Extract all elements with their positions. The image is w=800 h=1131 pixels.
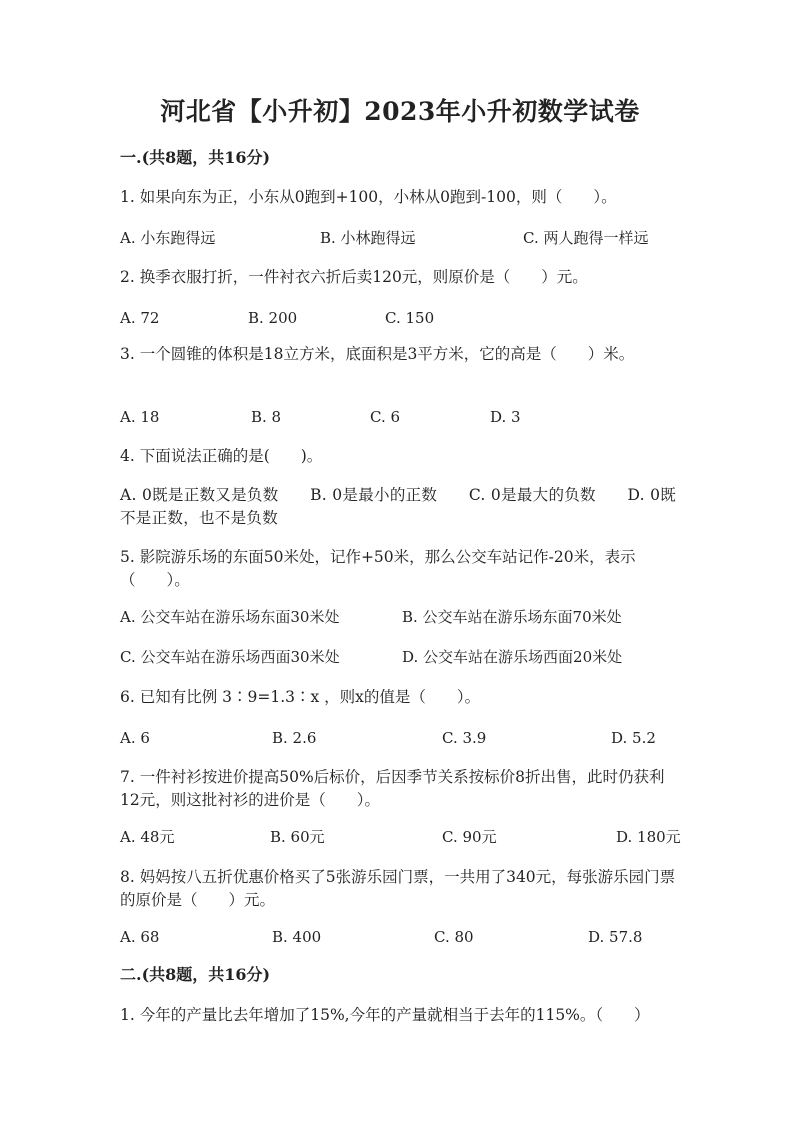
question-2-options — [120, 306, 680, 330]
option-a: A. 72 — [120, 309, 160, 327]
option-b: B. 2.6 — [272, 729, 317, 747]
question-5-options-row-2 — [120, 645, 680, 669]
option-b: B. 公交车站在游乐场东面70米处 — [402, 608, 622, 626]
question-4: 4. 下面说法正确的是( )。 — [120, 447, 323, 465]
question-6-options — [120, 726, 680, 750]
question-3-options — [120, 405, 680, 429]
option-a: A. 6 — [120, 729, 150, 747]
option-b: B. 60元 — [270, 828, 325, 846]
option-d: D. 5.2 — [611, 729, 656, 747]
option-c: C. 150 — [385, 309, 435, 327]
question-4-options: A. 0既是正数又是负数 B. 0是最小的正数 C. 0是最大的负数 D. 0既不是正数，也不是负数 — [120, 486, 677, 527]
option-b: B. 400 — [272, 928, 322, 946]
option-a: A. 18 — [120, 408, 160, 426]
question-3: 3. 一个圆锥的体积是18立方米，底面积是3平方米，它的高是（ ）米。 — [120, 345, 635, 363]
option-b: B. 小林跑得远 — [320, 229, 416, 247]
question-2-1: 1. 今年的产量比去年增加了15%,今年的产量就相当于去年的115%。（ ） — [120, 1006, 650, 1024]
option-b: B. 8 — [251, 408, 282, 426]
question-8-options — [120, 925, 680, 949]
question-2: 2. 换季衣服打折，一件衬衣六折后卖120元，则原价是（ ）元。 — [120, 268, 588, 286]
question-6: 6. 已知有比例 3∶9=1.3∶x ，则x的值是（ ）。 — [120, 688, 481, 706]
option-c: C. 公交车站在游乐场西面30米处 — [120, 648, 340, 666]
option-d: D. 180元 — [616, 828, 681, 846]
question-1: 1. 如果向东为正，小东从0跑到+100，小林从0跑到-100，则（ ）。 — [120, 188, 617, 206]
option-d: D. 57.8 — [588, 928, 643, 946]
question-8: 8. 妈妈按八五折优惠价格买了5张游乐园门票，一共用了340元，每张游乐园门票的原价是（ ）元。 — [120, 868, 676, 909]
option-a: A. 68 — [120, 928, 160, 946]
question-5-options-row-1 — [120, 605, 680, 629]
option-d: D. 3 — [490, 408, 521, 426]
section-heading-1: 一.(共8题，共16分) — [120, 148, 271, 167]
page-title: 河北省【小升初】2023年小升初数学试卷 — [160, 97, 640, 126]
question-5: 5. 影院游乐场的东面50米处，记作+50米，那么公交车站记作-20米，表示（ ）。 — [120, 548, 636, 589]
section-heading-2: 二.(共8题，共16分) — [120, 965, 271, 984]
option-d: D. 公交车站在游乐场西面20米处 — [402, 648, 623, 666]
option-c: C. 90元 — [442, 828, 497, 846]
option-c: C. 6 — [370, 408, 401, 426]
option-a: A. 小东跑得远 — [120, 229, 216, 247]
option-a: A. 48元 — [120, 828, 175, 846]
option-c: C. 80 — [434, 928, 474, 946]
question-1-options — [120, 226, 680, 250]
question-7: 7. 一件衬衫按进价提高50%后标价，后因季节关系按标价8折出售，此时仍获利12元，则这批衬衫的进价是（ ）。 — [120, 768, 665, 809]
option-c: C. 3.9 — [442, 729, 487, 747]
question-7-options — [120, 825, 680, 849]
option-b: B. 200 — [248, 309, 298, 327]
option-c: C. 两人跑得一样远 — [523, 229, 649, 247]
option-a: A. 公交车站在游乐场东面30米处 — [120, 608, 340, 626]
